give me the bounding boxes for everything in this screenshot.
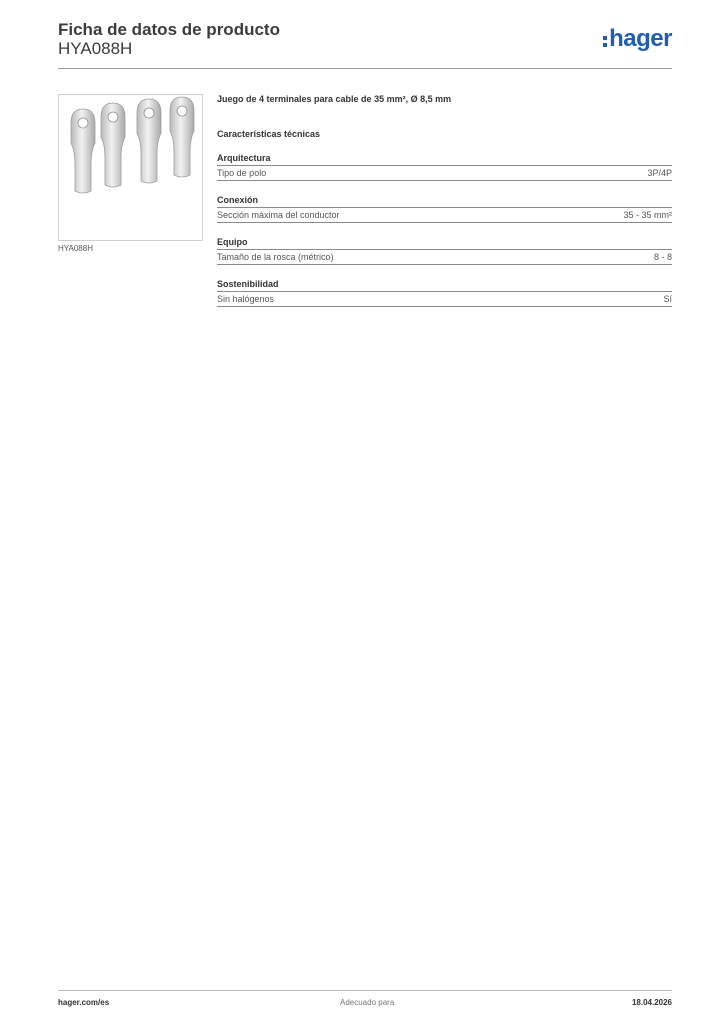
logo-text: hager	[609, 25, 672, 52]
product-code: HYA088H	[58, 39, 133, 58]
spec-label: Tamaño de la rosca (métrico)	[217, 252, 334, 262]
product-image	[58, 94, 203, 241]
logo-dots-icon	[603, 36, 607, 47]
spec-label: Sección máxima del conductor	[217, 210, 340, 220]
section-connection	[217, 195, 672, 223]
spec-value: 3P/4P	[647, 168, 672, 178]
terminal-lug	[71, 109, 95, 193]
footer-date: 18.04.2026	[631, 998, 672, 1007]
section-title: Equipo	[217, 237, 672, 250]
footer-website-link[interactable]: hager.com/es	[58, 998, 110, 1007]
spec-row	[217, 292, 672, 307]
terminal-lug	[137, 99, 161, 183]
image-caption: HYA088H	[58, 244, 93, 253]
product-description: Juego de 4 terminales para cable de 35 mm², Ø 8,5 mm	[217, 94, 452, 104]
footer-divider	[58, 990, 672, 991]
spec-value: 35 - 35 mm²	[623, 210, 672, 220]
hager-logo[interactable]	[603, 27, 672, 51]
spec-value: Sí	[663, 294, 672, 304]
terminal-lug	[101, 103, 125, 187]
spec-label: Tipo de polo	[217, 168, 267, 178]
section-sustainability	[217, 279, 672, 307]
section-architecture	[217, 153, 672, 181]
spec-row	[217, 166, 672, 181]
technical-characteristics-title: Características técnicas	[217, 129, 321, 139]
spec-label: Sin halógenos	[217, 294, 275, 304]
spec-row	[217, 250, 672, 265]
spec-row	[217, 208, 672, 223]
terminal-lug	[170, 97, 194, 177]
header-divider	[58, 68, 672, 69]
section-title: Conexión	[217, 195, 672, 208]
section-title: Sostenibilidad	[217, 279, 672, 292]
section-title: Arquitectura	[217, 153, 672, 166]
section-equipment	[217, 237, 672, 265]
product-details	[217, 94, 672, 307]
page-header	[58, 20, 672, 70]
footer-note: Adecuado para	[340, 998, 395, 1007]
page-title: Ficha de datos de producto	[58, 20, 280, 39]
cable-lug-terminals-icon	[59, 95, 202, 240]
spec-value: 8 - 8	[653, 252, 672, 262]
